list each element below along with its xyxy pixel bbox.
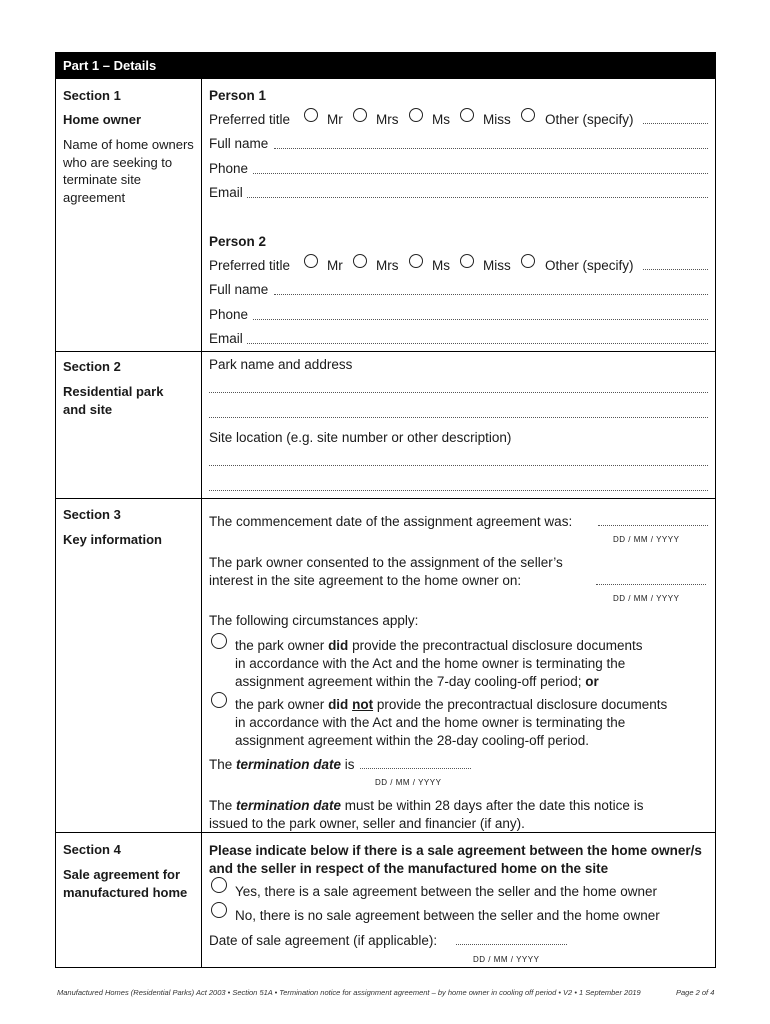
title-option-mrs: Mrs <box>376 258 399 273</box>
title-option-other: Other (specify) <box>545 258 634 273</box>
person2-full-name-field[interactable] <box>274 294 708 295</box>
title-radio-mr[interactable] <box>304 254 318 268</box>
section2-subtitle: Residential park and site <box>63 384 164 417</box>
title-option-mr: Mr <box>327 112 343 127</box>
section1-description: Name of home owners who are seeking to terminate site agreement <box>63 137 194 205</box>
option1-text: provide the precontractual disclosure documents <box>348 638 643 653</box>
termination-note <box>209 797 643 833</box>
title-radio-other[interactable] <box>521 108 535 122</box>
sale-agreement-yes-label: Yes, there is a sale agreement between the seller and the home owner <box>235 884 658 899</box>
title-radio-ms[interactable] <box>409 108 423 122</box>
date-format-hint: DD / MM / YYYY <box>473 955 540 964</box>
title-option-mr: Mr <box>327 258 343 273</box>
title-option-other: Other (specify) <box>545 112 634 127</box>
termination-term: termination date <box>236 798 342 813</box>
title-option-mrs: Mrs <box>376 112 399 127</box>
person1-label: Person 1 <box>209 88 267 103</box>
section4-instruction <box>209 842 702 878</box>
commencement-text: The commencement date of the assignment agreement was: <box>209 514 573 529</box>
title-radio-miss[interactable] <box>460 108 474 122</box>
title-radio-ms[interactable] <box>409 254 423 268</box>
title-radio-miss[interactable] <box>460 254 474 268</box>
person1-phone-field[interactable] <box>253 173 708 174</box>
option2-line3: assignment agreement within the 28-day cooling-off period. <box>235 733 589 748</box>
option1-line3: assignment agreement within the 7-day cooling-off period; <box>235 674 582 689</box>
preferred-title-label: Preferred title <box>209 258 291 273</box>
title-option-miss: Miss <box>483 258 511 273</box>
person1-email-label: Email <box>209 185 243 200</box>
title-radio-mr[interactable] <box>304 108 318 122</box>
section4-title: Section 4 <box>63 842 121 857</box>
did-not-provide-radio[interactable] <box>211 692 227 708</box>
person2-email-field[interactable] <box>247 343 708 344</box>
person1-full-name-label: Full name <box>209 136 269 151</box>
consent-text-line1: The park owner consented to the assignment of the seller’s <box>209 555 563 570</box>
option1-line2: in accordance with the Act and the home owner is terminating the <box>235 656 626 671</box>
title-radio-mrs[interactable] <box>353 108 367 122</box>
section3-title: Section 3 <box>63 507 121 522</box>
title-option-ms: Ms <box>432 112 450 127</box>
part-header: Part 1 – Details <box>55 52 716 79</box>
consent-text <box>209 554 563 590</box>
person2-email-label: Email <box>209 331 243 346</box>
park-address-field-1[interactable] <box>209 392 708 393</box>
date-format-hint: DD / MM / YYYY <box>613 594 680 603</box>
sale-date-label: Date of sale agreement (if applicable): <box>209 933 438 948</box>
option2-bold: did <box>328 697 349 712</box>
termination-date-field[interactable] <box>360 768 471 769</box>
option2-text: provide the precontractual disclosure documents <box>373 697 668 712</box>
instruction-line2: and the seller in respect of the manufactured home on the site <box>209 861 609 876</box>
section3-subtitle: Key information <box>63 532 162 547</box>
termination-date-text <box>209 757 355 772</box>
preferred-title-label: Preferred title <box>209 112 291 127</box>
consent-date-field[interactable] <box>596 584 706 585</box>
did-provide-option <box>235 637 642 691</box>
column-divider <box>201 79 202 968</box>
termination-note-line2: issued to the park owner, seller and financier (if any). <box>209 816 525 831</box>
site-location-label: Site location (e.g. site number or other description) <box>209 430 512 445</box>
site-location-field-2[interactable] <box>209 490 708 491</box>
date-format-hint: DD / MM / YYYY <box>375 778 442 787</box>
did-not-provide-option <box>235 696 667 750</box>
commencement-date-field[interactable] <box>598 525 708 526</box>
page-number: Page 2 of 4 <box>676 988 715 997</box>
termination-pre: The <box>209 757 237 772</box>
person2-label: Person 2 <box>209 234 267 249</box>
person1-phone-label: Phone <box>209 161 249 176</box>
option2-bold-not: not <box>352 697 374 712</box>
instruction-line1: Please indicate below if there is a sale agreement between the home owner/s <box>209 843 702 858</box>
section1-subtitle: Home owner <box>63 112 142 127</box>
other-title-field[interactable] <box>643 123 708 124</box>
option1-bold: did <box>328 638 349 653</box>
footer-text: Manufactured Homes (Residential Parks) Act 2003 • Section 51A • Termination notice for assignment agreement – by home owner in cooling off period • V2 • 1 September 2019 <box>57 988 641 997</box>
consent-text-line2: interest in the site agreement to the home owner on: <box>209 573 522 588</box>
option2-line2: in accordance with the Act and the home owner is terminating the <box>235 715 626 730</box>
person1-full-name-field[interactable] <box>274 148 708 149</box>
person2-phone-label: Phone <box>209 307 249 322</box>
other-title-field[interactable] <box>643 269 708 270</box>
title-option-ms: Ms <box>432 258 450 273</box>
option1-or: or <box>585 674 599 689</box>
sale-agreement-no-radio[interactable] <box>211 902 227 918</box>
termination-pre: The <box>209 798 237 813</box>
termination-is: is <box>341 757 355 772</box>
termination-note-text: must be within 28 days after the date this notice is <box>341 798 644 813</box>
park-name-label: Park name and address <box>209 357 353 372</box>
section-divider <box>55 351 716 352</box>
section-divider <box>55 498 716 499</box>
person2-phone-field[interactable] <box>253 319 708 320</box>
sale-agreement-yes-radio[interactable] <box>211 877 227 893</box>
option2-text: the park owner <box>235 697 329 712</box>
termination-term: termination date <box>236 757 342 772</box>
person2-full-name-label: Full name <box>209 282 269 297</box>
did-provide-radio[interactable] <box>211 633 227 649</box>
section4-subtitle: Sale agreement for manufactured home <box>63 867 188 900</box>
title-radio-mrs[interactable] <box>353 254 367 268</box>
sale-agreement-no-label: No, there is no sale agreement between the seller and the home owner <box>235 908 660 923</box>
person1-email-field[interactable] <box>247 197 708 198</box>
title-option-miss: Miss <box>483 112 511 127</box>
section1-title: Section 1 <box>63 88 121 103</box>
site-location-field-1[interactable] <box>209 465 708 466</box>
park-address-field-2[interactable] <box>209 417 708 418</box>
sale-date-field[interactable] <box>456 944 567 945</box>
option1-text: the park owner <box>235 638 329 653</box>
title-radio-other[interactable] <box>521 254 535 268</box>
circumstances-text: The following circumstances apply: <box>209 613 419 628</box>
date-format-hint: DD / MM / YYYY <box>613 535 680 544</box>
section2-title: Section 2 <box>63 359 121 374</box>
